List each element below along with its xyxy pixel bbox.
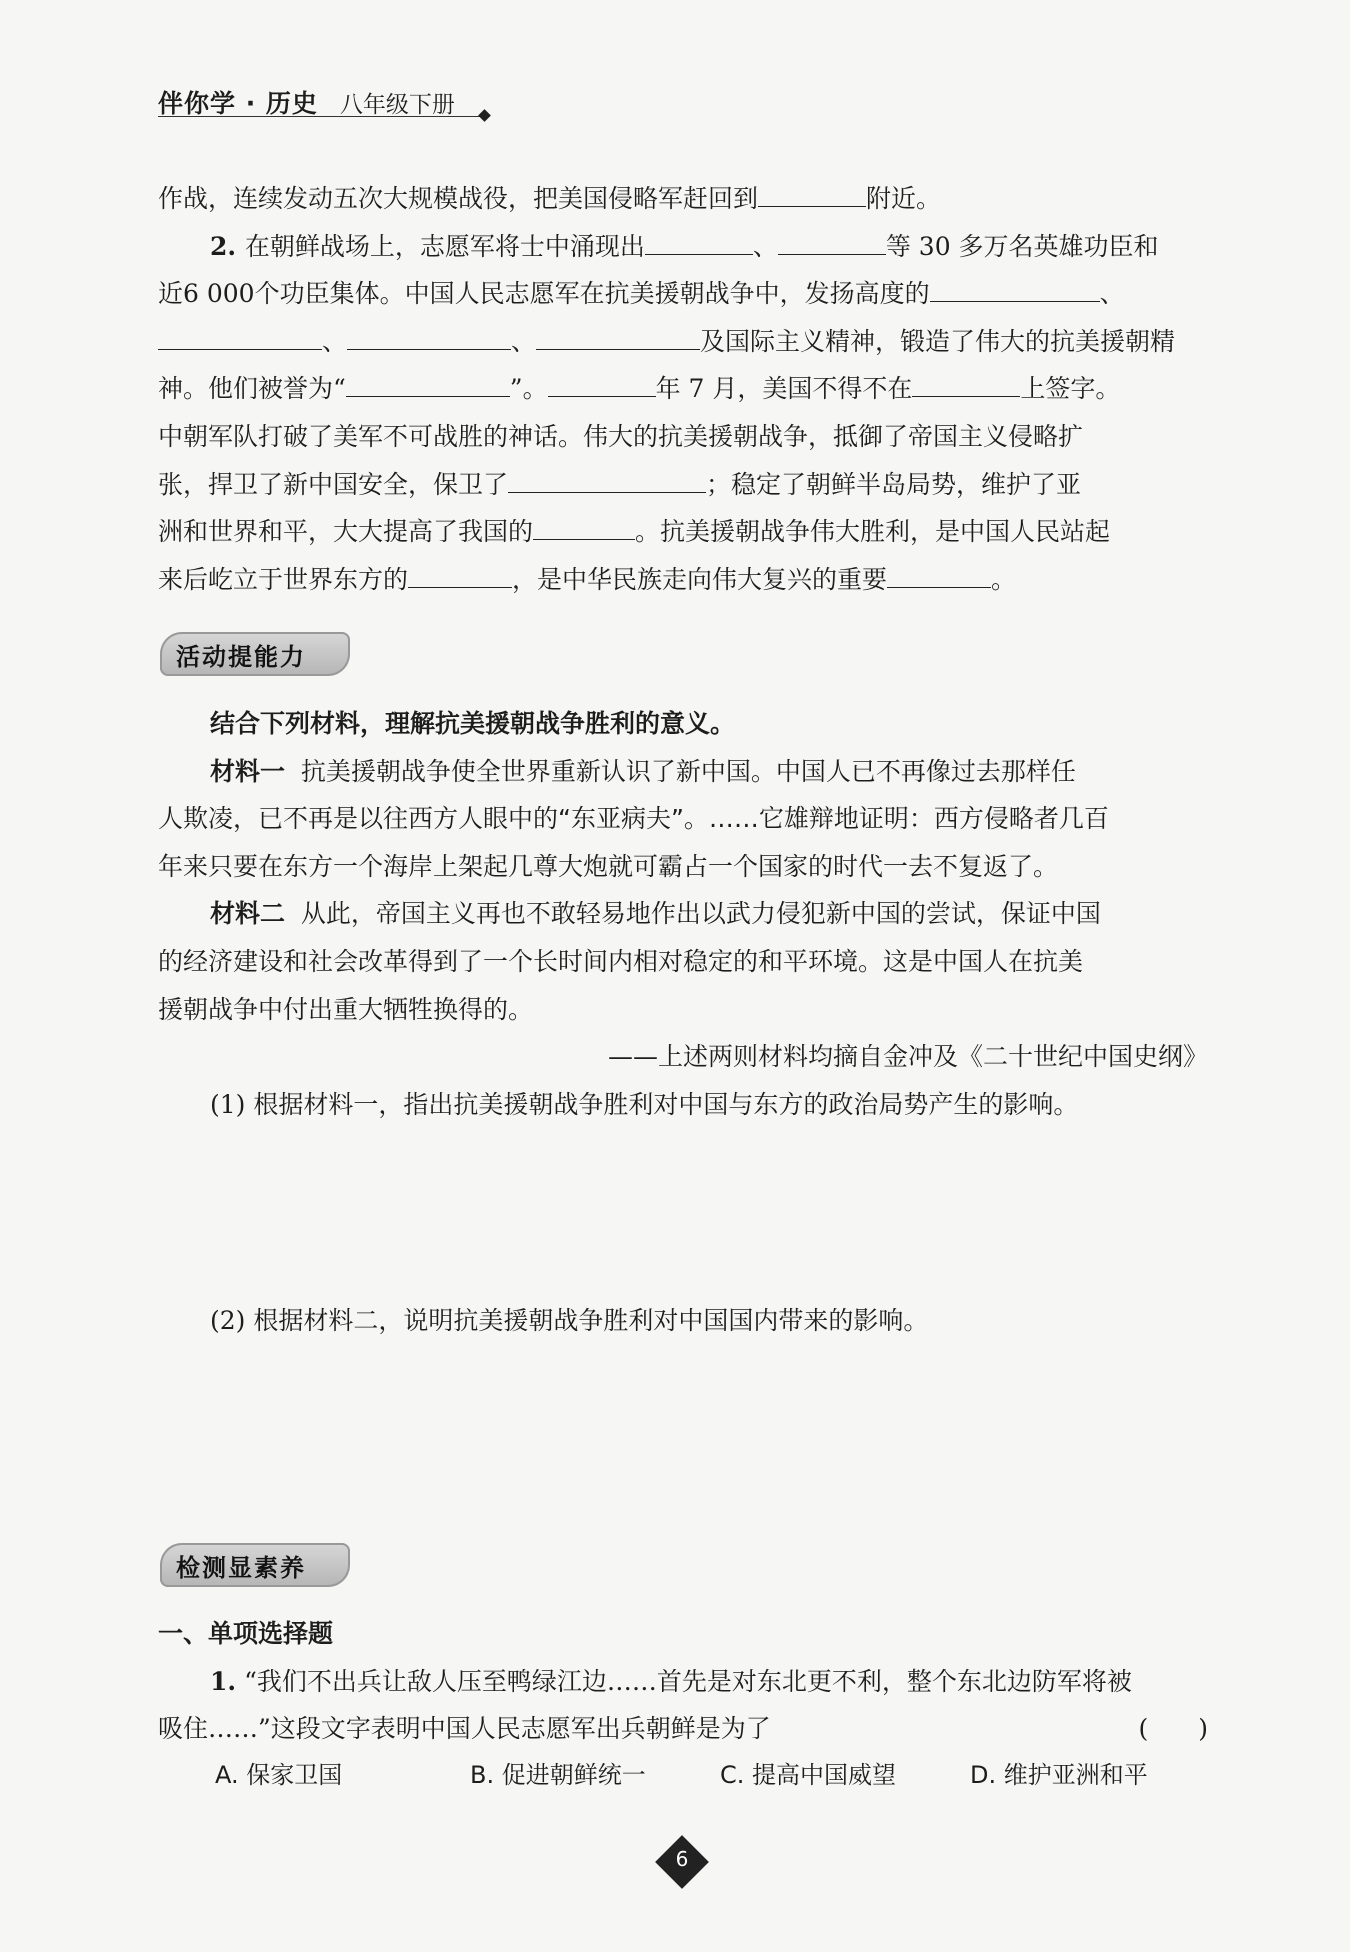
text-segment: ，是中华民族走向伟大复兴的重要 xyxy=(512,564,888,594)
material-two-label: 材料二 xyxy=(210,899,286,929)
material-one-line: 人欺凌，已不再是以往西方人眼中的“东亚病夫”。……它雄辩地证明：西方侵略者几百 xyxy=(158,804,1109,834)
text-segment: 从此，帝国主义再也不敢轻易地作出以武力侵犯新中国的尝试，保证中国 xyxy=(300,899,1101,929)
text-segment: ；稳定了朝鲜半岛局势，维护了亚 xyxy=(706,469,1082,499)
option-b[interactable]: B. 促进朝鲜统一 xyxy=(470,1761,646,1789)
answer-blank[interactable] xyxy=(508,466,706,493)
answer-blank[interactable] xyxy=(346,370,510,397)
text-segment: 来后屹立于世界东方的 xyxy=(158,564,409,594)
option-a[interactable]: A. 保家卫国 xyxy=(215,1761,343,1789)
question-two-block xyxy=(158,1297,1208,1345)
text-segment: 上签字。 xyxy=(1020,374,1121,404)
answer-blank[interactable] xyxy=(758,180,866,207)
text-segment: 洲和世界和平，大大提高了我国的 xyxy=(158,517,534,547)
text-line xyxy=(158,223,1208,271)
answer-blank[interactable] xyxy=(347,323,511,350)
section-tag-label: 活动提能力 xyxy=(176,643,306,671)
answer-blank[interactable] xyxy=(778,228,886,255)
text-segment: 及国际主义精神，锻造了伟大的抗美援朝精 xyxy=(700,326,1176,356)
test-section xyxy=(158,1610,1208,1753)
header-rule xyxy=(158,116,483,117)
text-segment: 近6 000个功臣集体。中国人民志愿军在抗美援朝战争中，发扬高度的 xyxy=(158,279,930,309)
header-diamond-icon xyxy=(478,109,491,122)
text-line xyxy=(158,318,1208,366)
book-title: 伴你学 · 历史 xyxy=(158,89,318,118)
test-question-line xyxy=(158,1658,1208,1706)
material-one-label: 材料一 xyxy=(210,756,286,786)
text-segment: 抗美援朝战争使全世界重新认识了新中国。中国人已不再像过去那样任 xyxy=(300,756,1076,786)
fill-in-section xyxy=(158,175,1208,603)
question-number: 2. xyxy=(210,231,245,261)
text-segment: 年 7 月，美国不得不在 xyxy=(655,374,913,404)
question-number: 1. xyxy=(210,1666,237,1696)
text-segment: 在朝鲜战场上，志愿军将士中涌现出 xyxy=(244,231,645,261)
text-segment: “我们不出兵让敌人压至鸭绿江边……首先是对东北更不利，整个东北边防军将被 xyxy=(244,1666,1132,1696)
text-line xyxy=(158,270,1208,318)
text-segment: 神。他们被誉为“ xyxy=(158,374,346,404)
text-line: 中朝军队打破了美军不可战胜的神话。伟大的抗美援朝战争，抵御了帝国主义侵略扩 xyxy=(158,421,1084,451)
text-segment: 附近。 xyxy=(866,184,942,213)
text-segment: 、 xyxy=(1099,279,1125,309)
answer-options xyxy=(215,1755,1195,1795)
text-segment: 、 xyxy=(322,326,348,356)
material-two-line: 援朝战争中付出重大牺牲换得的。 xyxy=(158,994,534,1024)
activity-section xyxy=(158,700,1208,1128)
text-segment: ”。 xyxy=(509,374,548,404)
material-one-line xyxy=(158,748,1208,796)
option-c[interactable]: C. 提高中国威望 xyxy=(720,1761,897,1789)
text-segment: 吸住……”这段文字表明中国人民志愿军出兵朝鲜是为了 xyxy=(158,1714,771,1744)
material-source: ——上述两则材料均摘自金冲及《二十世纪中国史纲》 xyxy=(607,1042,1208,1072)
text-line xyxy=(158,508,1208,556)
text-segment: 作战，连续发动五次大规模战役，把美国侵略军赶回到 xyxy=(158,184,759,213)
test-heading: 一、单项选择题 xyxy=(158,1619,334,1648)
text-segment: 。抗美援朝战争伟大胜利，是中国人民站起 xyxy=(635,517,1111,547)
answer-blank[interactable] xyxy=(548,370,656,397)
answer-blank[interactable] xyxy=(930,275,1100,302)
text-segment: 、 xyxy=(511,326,537,356)
material-two-line: 的经济建设和社会改革得到了一个长时间内相对稳定的和平环境。这是中国人在抗美 xyxy=(158,946,1084,976)
text-segment: 、 xyxy=(752,231,778,261)
answer-blank[interactable] xyxy=(912,370,1020,397)
text-line xyxy=(158,461,1208,509)
answer-blank[interactable] xyxy=(645,228,753,255)
text-line xyxy=(158,175,1208,223)
text-line xyxy=(158,365,1208,413)
answer-blank[interactable] xyxy=(887,561,991,588)
page-header xyxy=(158,84,493,120)
answer-blank[interactable] xyxy=(533,513,635,540)
text-segment: 张，捍卫了新中国安全，保卫了 xyxy=(158,469,509,499)
activity-instruction: 结合下列材料，理解抗美援朝战争胜利的意义。 xyxy=(210,709,736,738)
material-one-line: 年来只要在东方一个海岸上架起几尊大炮就可霸占一个国家的时代一去不复返了。 xyxy=(158,851,1059,881)
page-number: 6 xyxy=(675,1847,689,1871)
answer-parenthesis[interactable]: ( ) xyxy=(1138,1714,1208,1744)
grade-label: 八年级下册 xyxy=(339,92,455,118)
question-two: (2) 根据材料二，说明抗美援朝战争胜利对中国国内带来的影响。 xyxy=(210,1306,929,1335)
question-one: (1) 根据材料一，指出抗美援朝战争胜利对中国与东方的政治局势产生的影响。 xyxy=(210,1089,1079,1119)
option-d[interactable]: D. 维护亚洲和平 xyxy=(970,1761,1148,1789)
test-question-line xyxy=(158,1705,1208,1753)
section-tag-label: 检测显素养 xyxy=(176,1554,306,1582)
section-tag-test xyxy=(160,1543,350,1587)
text-segment: 等 30 多万名英雄功臣和 xyxy=(885,231,1159,261)
section-tag-activity xyxy=(160,632,350,676)
text-line xyxy=(158,556,1208,604)
answer-blank[interactable] xyxy=(408,561,512,588)
text-segment: 。 xyxy=(991,564,1017,594)
material-two-line xyxy=(158,890,1208,938)
answer-blank[interactable] xyxy=(536,323,700,350)
answer-blank[interactable] xyxy=(158,323,322,350)
